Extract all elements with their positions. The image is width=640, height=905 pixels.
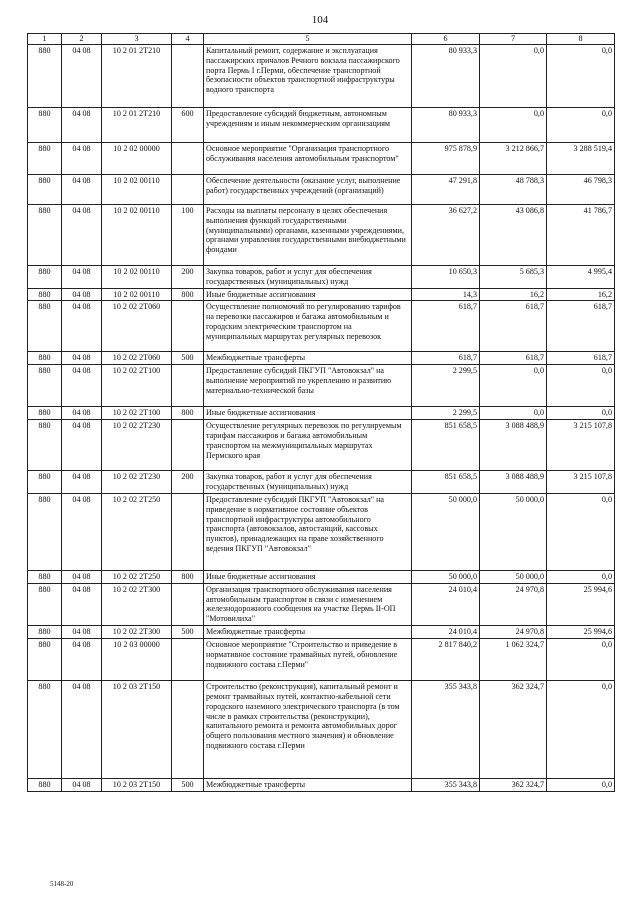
cell-sum-col6: 80 933,3 (412, 107, 480, 142)
cell-sum-col8: 16,2 (547, 288, 615, 301)
cell-expense-type: 500 (172, 352, 204, 365)
table-row (28, 44, 615, 107)
cell-sum-col8: 0,0 (547, 779, 615, 792)
cell-expense-type: 200 (172, 265, 204, 288)
cell-sum-col6: 24 010,4 (412, 626, 480, 639)
cell-section-code: 04 08 (62, 779, 102, 792)
cell-sum-col7: 5 685,3 (480, 265, 547, 288)
table-row (28, 265, 615, 288)
cell-sum-col6: 50 000,0 (412, 570, 480, 583)
table-row (28, 779, 615, 792)
cell-sum-col7: 1 062 324,7 (480, 639, 547, 681)
cell-sum-col8: 3 215 107,8 (547, 471, 615, 494)
cell-admin-code: 880 (28, 204, 62, 265)
cell-expense-type (172, 301, 204, 352)
cell-admin-code: 880 (28, 779, 62, 792)
cell-sum-col8: 0,0 (547, 570, 615, 583)
cell-sum-col7: 24 970,8 (480, 583, 547, 625)
cell-admin-code: 880 (28, 107, 62, 142)
table-row (28, 639, 615, 681)
cell-expense-type (172, 365, 204, 407)
cell-admin-code: 880 (28, 420, 62, 471)
table-row (28, 420, 615, 471)
cell-description: Предоставление субсидий бюджетным, автономным учреждениям и иным некоммерческим организациям (204, 107, 412, 142)
header-col-5: 5 (204, 34, 412, 45)
cell-sum-col7: 3 088 488,9 (480, 420, 547, 471)
cell-target-code: 10 2 03 2Т150 (102, 779, 172, 792)
cell-sum-col7: 3 212 866,7 (480, 142, 547, 174)
cell-section-code: 04 08 (62, 44, 102, 107)
cell-description: Расходы на выплаты персоналу в целях обеспечения выполнения функций государственными (муниципальными) органами, казенными учреждениями, органами управления государственными внебюджетными фондами (204, 204, 412, 265)
cell-sum-col8: 25 994,6 (547, 583, 615, 625)
table-row (28, 301, 615, 352)
cell-sum-col8: 41 786,7 (547, 204, 615, 265)
cell-sum-col7: 50 000,0 (480, 570, 547, 583)
cell-sum-col7: 362 324,7 (480, 779, 547, 792)
cell-admin-code: 880 (28, 44, 62, 107)
cell-sum-col6: 36 627,2 (412, 204, 480, 265)
cell-sum-col8: 25 994,6 (547, 626, 615, 639)
cell-sum-col6: 2 299,5 (412, 407, 480, 420)
cell-sum-col7: 618,7 (480, 352, 547, 365)
cell-target-code: 10 2 01 2Т210 (102, 107, 172, 142)
table-row (28, 493, 615, 570)
cell-expense-type (172, 639, 204, 681)
cell-target-code: 10 2 01 2Т210 (102, 44, 172, 107)
table-row (28, 471, 615, 494)
cell-sum-col8: 3 288 519,4 (547, 142, 615, 174)
cell-expense-type: 800 (172, 570, 204, 583)
cell-section-code: 04 08 (62, 142, 102, 174)
cell-target-code: 10 2 02 2Т060 (102, 352, 172, 365)
header-col-1: 1 (28, 34, 62, 45)
header-col-4: 4 (172, 34, 204, 45)
cell-section-code: 04 08 (62, 107, 102, 142)
cell-sum-col6: 2 817 840,2 (412, 639, 480, 681)
cell-description: Предоставление субсидий ПКГУП "Автовокзал" на выполнение мероприятий по укреплению и развитию материально-технической базы (204, 365, 412, 407)
cell-sum-col6: 24 010,4 (412, 583, 480, 625)
cell-sum-col7: 50 000,0 (480, 493, 547, 570)
cell-admin-code: 880 (28, 407, 62, 420)
cell-sum-col6: 618,7 (412, 352, 480, 365)
cell-sum-col7: 0,0 (480, 365, 547, 407)
cell-section-code: 04 08 (62, 420, 102, 471)
cell-sum-col6: 14,3 (412, 288, 480, 301)
cell-sum-col8: 0,0 (547, 639, 615, 681)
cell-admin-code: 880 (28, 265, 62, 288)
table-row (28, 204, 615, 265)
cell-description: Предоставление субсидий ПКГУП "Автовокзал" на приведение в нормативное состояние объектов транспортной инфраструктуры автомобильного транспорта (автовокзалов, автостанций, кассовых пунктов), принадлежащих на праве хозяйственного ведения ПКГУП "Автовокзал" (204, 493, 412, 570)
cell-section-code: 04 08 (62, 570, 102, 583)
cell-sum-col8: 46 798,3 (547, 174, 615, 204)
cell-sum-col8: 0,0 (547, 493, 615, 570)
cell-admin-code: 880 (28, 365, 62, 407)
cell-sum-col6: 80 933,3 (412, 44, 480, 107)
cell-sum-col8: 4 995,4 (547, 265, 615, 288)
cell-admin-code: 880 (28, 681, 62, 779)
cell-target-code: 10 2 02 2Т230 (102, 471, 172, 494)
cell-description: Капитальный ремонт, содержание и эксплуатация пассажирских причалов Речного вокзала пассажирского порта Пермь I г.Перми, обеспечение транспортной безопасности объектов транспортной инфраструктуры водного транспорта (204, 44, 412, 107)
cell-admin-code: 880 (28, 626, 62, 639)
cell-sum-col6: 851 658,5 (412, 471, 480, 494)
cell-sum-col7: 48 788,3 (480, 174, 547, 204)
cell-target-code: 10 2 03 00000 (102, 639, 172, 681)
cell-sum-col7: 0,0 (480, 407, 547, 420)
cell-description: Иные бюджетные ассигнования (204, 288, 412, 301)
table-row (28, 365, 615, 407)
cell-sum-col6: 50 000,0 (412, 493, 480, 570)
cell-section-code: 04 08 (62, 493, 102, 570)
cell-sum-col8: 0,0 (547, 365, 615, 407)
cell-expense-type (172, 420, 204, 471)
cell-sum-col6: 355 343,8 (412, 681, 480, 779)
cell-expense-type: 800 (172, 407, 204, 420)
cell-expense-type: 200 (172, 471, 204, 494)
cell-description: Строительство (реконструкция), капитальный ремонт и ремонт трамвайных путей, контактно-кабельной сети городского наземного электрического транспорта (в том числе в рамках строительства (реконструкции), капитального ремонта и ремонта автомобильных дорог общего пользования местного значения) и обновление подвижного состава г.Перми (204, 681, 412, 779)
cell-sum-col6: 618,7 (412, 301, 480, 352)
cell-description: Организация транспортного обслуживания населения автомобильным транспортом в связи с изменением железнодорожного сообщения на участке Пермь II-ОП "Мотовилиха" (204, 583, 412, 625)
cell-sum-col6: 355 343,8 (412, 779, 480, 792)
cell-sum-col7: 43 086,8 (480, 204, 547, 265)
table-body (28, 44, 615, 791)
cell-target-code: 10 2 02 00000 (102, 142, 172, 174)
cell-target-code: 10 2 02 2Т230 (102, 420, 172, 471)
cell-admin-code: 880 (28, 142, 62, 174)
budget-table (27, 33, 615, 792)
cell-section-code: 04 08 (62, 407, 102, 420)
cell-sum-col7: 16,2 (480, 288, 547, 301)
cell-sum-col8: 0,0 (547, 407, 615, 420)
cell-section-code: 04 08 (62, 301, 102, 352)
cell-expense-type: 500 (172, 779, 204, 792)
cell-description: Межбюджетные трансферты (204, 779, 412, 792)
cell-section-code: 04 08 (62, 174, 102, 204)
cell-description: Иные бюджетные ассигнования (204, 570, 412, 583)
cell-expense-type (172, 493, 204, 570)
header-col-7: 7 (480, 34, 547, 45)
cell-admin-code: 880 (28, 352, 62, 365)
cell-description: Закупка товаров, работ и услуг для обеспечения государственных (муниципальных) нужд (204, 471, 412, 494)
table-row (28, 583, 615, 625)
cell-target-code: 10 2 02 2Т250 (102, 570, 172, 583)
cell-description: Осуществление полномочий по регулированию тарифов на перевозки пассажиров и багажа автомобильным и городским электрическим транспортом на муниципальных маршрутах регулярных перевозок (204, 301, 412, 352)
cell-description: Осуществление регулярных перевозок по регулируемым тарифам пассажиров и багажа автомобильным транспортом на межмуниципальных маршрутах Пермского края (204, 420, 412, 471)
cell-description: Межбюджетные трансферты (204, 352, 412, 365)
cell-expense-type: 800 (172, 288, 204, 301)
cell-sum-col7: 24 970,8 (480, 626, 547, 639)
cell-admin-code: 880 (28, 471, 62, 494)
cell-section-code: 04 08 (62, 204, 102, 265)
cell-section-code: 04 08 (62, 583, 102, 625)
cell-sum-col6: 47 291,8 (412, 174, 480, 204)
cell-admin-code: 880 (28, 493, 62, 570)
table-row (28, 288, 615, 301)
table-row (28, 107, 615, 142)
cell-target-code: 10 2 02 00110 (102, 288, 172, 301)
header-col-8: 8 (547, 34, 615, 45)
cell-sum-col7: 362 324,7 (480, 681, 547, 779)
cell-section-code: 04 08 (62, 626, 102, 639)
footer-code: 5148-20 (50, 880, 74, 888)
cell-sum-col8: 618,7 (547, 301, 615, 352)
cell-section-code: 04 08 (62, 639, 102, 681)
cell-admin-code: 880 (28, 288, 62, 301)
cell-section-code: 04 08 (62, 365, 102, 407)
header-col-2: 2 (62, 34, 102, 45)
cell-expense-type: 500 (172, 626, 204, 639)
cell-target-code: 10 2 02 00110 (102, 204, 172, 265)
cell-expense-type (172, 44, 204, 107)
cell-admin-code: 880 (28, 583, 62, 625)
cell-admin-code: 880 (28, 570, 62, 583)
cell-description: Основное мероприятие "Строительство и приведение в нормативное состояние трамвайных путей, обновление подвижного состава г.Перми" (204, 639, 412, 681)
cell-target-code: 10 2 02 00110 (102, 174, 172, 204)
cell-expense-type: 100 (172, 204, 204, 265)
cell-sum-col6: 975 878,9 (412, 142, 480, 174)
cell-sum-col8: 0,0 (547, 681, 615, 779)
cell-sum-col6: 10 650,3 (412, 265, 480, 288)
table-row (28, 142, 615, 174)
cell-section-code: 04 08 (62, 471, 102, 494)
cell-description: Обеспечение деятельности (оказание услуг, выполнение работ) государственных учреждений (организаций) (204, 174, 412, 204)
table-row (28, 681, 615, 779)
cell-description: Закупка товаров, работ и услуг для обеспечения государственных (муниципальных) нужд (204, 265, 412, 288)
cell-sum-col7: 618,7 (480, 301, 547, 352)
cell-sum-col7: 3 088 488,9 (480, 471, 547, 494)
cell-section-code: 04 08 (62, 352, 102, 365)
cell-admin-code: 880 (28, 301, 62, 352)
cell-target-code: 10 2 02 2Т300 (102, 583, 172, 625)
cell-sum-col7: 0,0 (480, 107, 547, 142)
page-number: 104 (311, 14, 329, 26)
cell-expense-type (172, 174, 204, 204)
cell-target-code: 10 2 03 2Т150 (102, 681, 172, 779)
cell-sum-col8: 0,0 (547, 44, 615, 107)
cell-sum-col8: 618,7 (547, 352, 615, 365)
cell-expense-type (172, 583, 204, 625)
cell-target-code: 10 2 02 2Т060 (102, 301, 172, 352)
cell-sum-col8: 0,0 (547, 107, 615, 142)
cell-target-code: 10 2 02 2Т300 (102, 626, 172, 639)
cell-expense-type: 600 (172, 107, 204, 142)
cell-expense-type (172, 681, 204, 779)
cell-sum-col8: 3 215 107,8 (547, 420, 615, 471)
cell-admin-code: 880 (28, 639, 62, 681)
table-header-row (28, 34, 615, 45)
cell-description: Основное мероприятие "Организация транспортного обслуживания населения автомобильным транспортом" (204, 142, 412, 174)
cell-description: Межбюджетные трансферты (204, 626, 412, 639)
cell-target-code: 10 2 02 2Т100 (102, 407, 172, 420)
table-row (28, 407, 615, 420)
cell-target-code: 10 2 02 2Т100 (102, 365, 172, 407)
cell-description: Иные бюджетные ассигнования (204, 407, 412, 420)
cell-sum-col7: 0,0 (480, 44, 547, 107)
cell-target-code: 10 2 02 2Т250 (102, 493, 172, 570)
header-col-6: 6 (412, 34, 480, 45)
header-col-3: 3 (102, 34, 172, 45)
cell-section-code: 04 08 (62, 265, 102, 288)
cell-section-code: 04 08 (62, 681, 102, 779)
table-row (28, 174, 615, 204)
cell-sum-col6: 851 658,5 (412, 420, 480, 471)
cell-section-code: 04 08 (62, 288, 102, 301)
cell-expense-type (172, 142, 204, 174)
cell-sum-col6: 2 299,5 (412, 365, 480, 407)
cell-admin-code: 880 (28, 174, 62, 204)
table-row (28, 570, 615, 583)
table-row (28, 626, 615, 639)
table-row (28, 352, 615, 365)
cell-target-code: 10 2 02 00110 (102, 265, 172, 288)
